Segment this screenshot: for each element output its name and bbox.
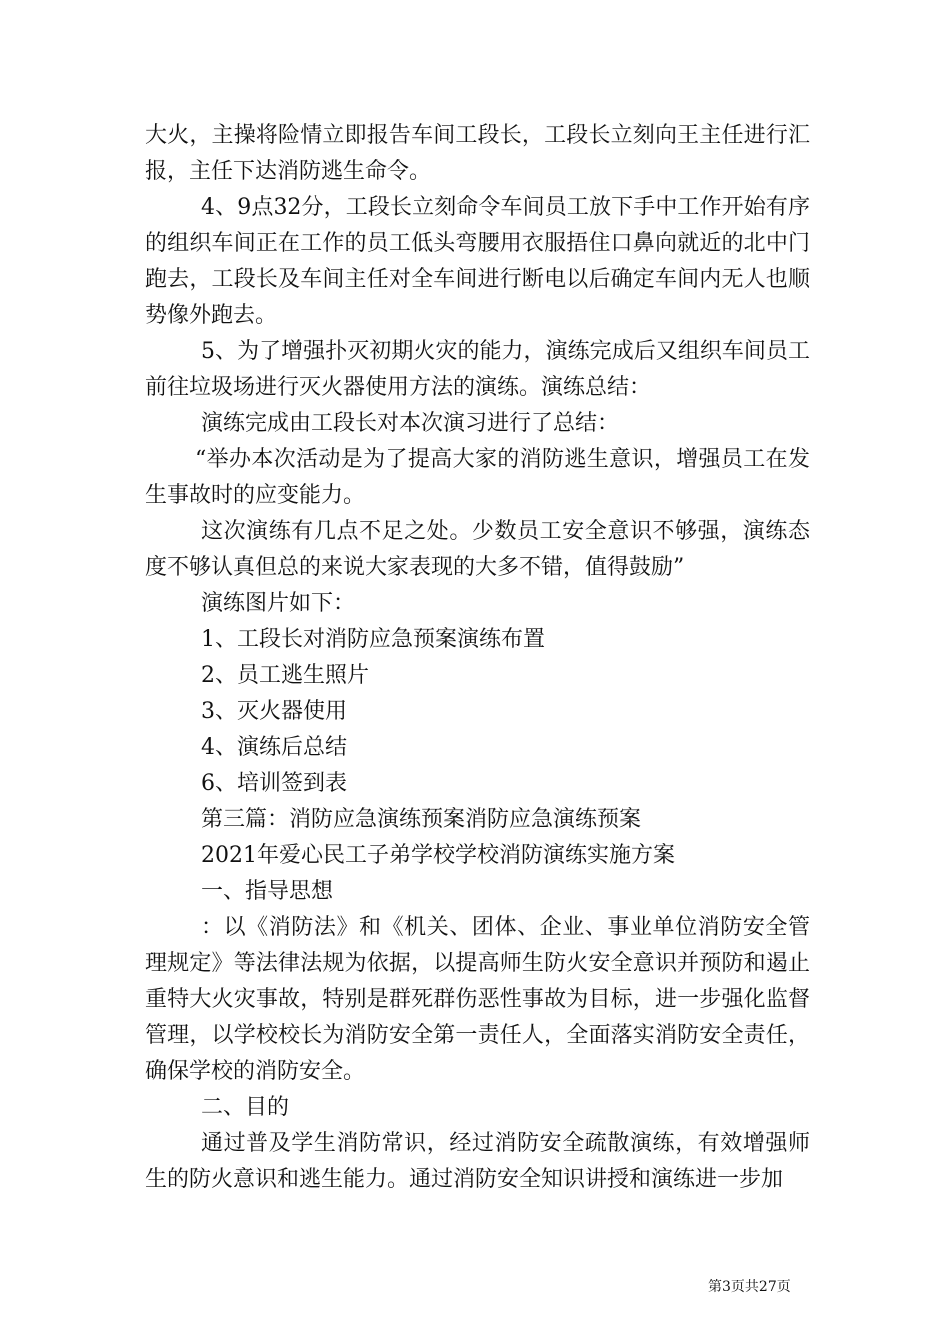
paragraph-purpose: 通过普及学生消防常识，经过消防安全疏散演练，有效增强师生的防火意识和逃生能力。通过消防安全知识讲授和演练进一步加 [145, 1131, 810, 1192]
section-title-part-three: 第三篇：消防应急演练预案消防应急演练预案 [201, 807, 642, 832]
document-body [145, 118, 810, 1198]
heading-guiding-ideology: 一、指导思想 [201, 879, 334, 904]
list-item: 6、培训签到表 [201, 771, 347, 796]
list-item: 1、工段长对消防应急预案演练布置 [201, 627, 545, 652]
heading-purpose: 二、目的 [201, 1095, 290, 1120]
list-item: 3、灭火器使用 [201, 699, 347, 724]
plan-title: 2021年爱心民工子弟学校学校消防演练实施方案 [201, 843, 675, 868]
list-item: 4、演练后总结 [201, 735, 347, 760]
paragraph-photos-heading: 演练图片如下： [201, 591, 356, 616]
paragraph-guiding-ideology: ：以《消防法》和《机关、团体、企业、事业单位消防安全管理规定》等法律法规为依据，以提高师生防火安全意识并预防和遏止重特大火灾事故，特别是群死群伤恶性事故为目标，进一步强化监督管理，以学校校长为消防安全第一责任人，全面落实消防安全责任，确保学校的消防安全。 [145, 915, 810, 1084]
paragraph-summary-intro: 演练完成由工段长对本次演习进行了总结： [201, 411, 620, 436]
list-item: 2、员工逃生照片 [201, 663, 369, 688]
paragraph-continuation: 大火，主操将险情立即报告车间工段长，工段长立刻向王主任进行汇报，主任下达消防逃生命令。 [145, 123, 810, 184]
paragraph-quote: “举办本次活动是为了提高大家的消防逃生意识，增强员工在发生事故时的应变能力。 [145, 447, 810, 508]
page-number: 第3页共27页 [708, 1279, 791, 1295]
paragraph-shortcomings: 这次演练有几点不足之处。少数员工安全意识不够强，演练态度不够认真但总的来说大家表现的大多不错，值得鼓励” [145, 519, 810, 580]
paragraph-step-4: 4、9点32分，工段长立刻命令车间员工放下手中工作开始有序的组织车间正在工作的员工低头弯腰用衣服捂住口鼻向就近的北中门跑去，工段长及车间主任对全车间进行断电以后确定车间内无人也顺势像外跑去。 [145, 195, 810, 328]
paragraph-step-5: 5、为了增强扑灭初期火灾的能力，演练完成后又组织车间员工前往垃圾场进行灭火器使用方法的演练。演练总结： [145, 339, 810, 400]
